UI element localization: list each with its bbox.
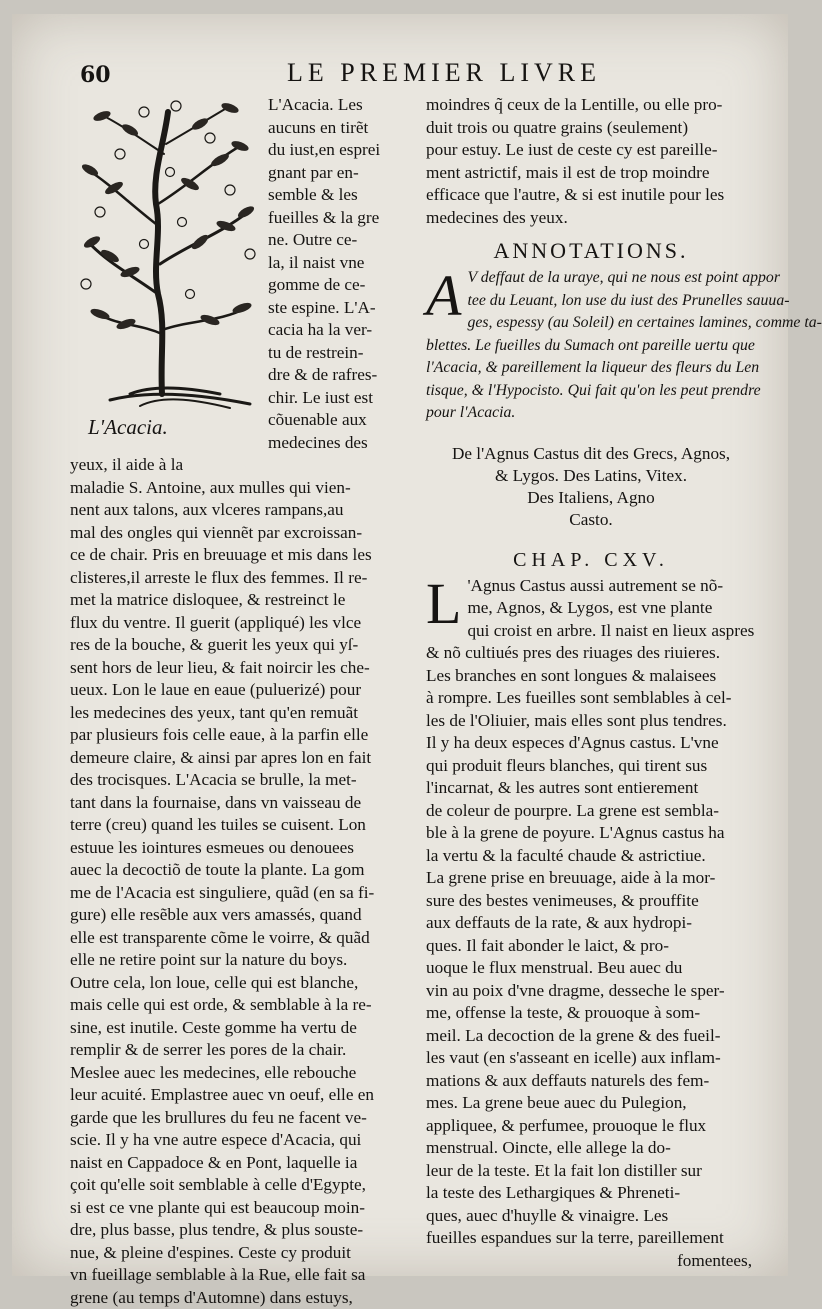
annotations-heading: ANNOTATIONS. xyxy=(426,235,756,267)
text-line: la teste des Lethargiques & Phreneti- xyxy=(426,1182,756,1205)
text-line: medecines des xyxy=(70,432,412,455)
text-line: Meslee auec les medecines, elle rebouche xyxy=(70,1062,412,1085)
text-line: fueilles espandues sur la terre, pareillement xyxy=(426,1227,756,1250)
text-line: gnant par en- xyxy=(70,162,412,185)
chapter-heading: CHAP. CXV. xyxy=(426,545,756,575)
text-line: chir. Le iust est xyxy=(70,387,412,410)
text-line: clisteres,il arreste le flux des femmes. Il re- xyxy=(70,567,412,590)
text-line: flux du ventre. Il guerit (appliqué) les vlce xyxy=(70,612,412,635)
left-column xyxy=(70,94,412,1309)
text-line: semble & les xyxy=(70,184,412,207)
body-text xyxy=(70,477,412,1309)
text-line: à rompre. Les fueilles sont semblables à cel- xyxy=(426,687,756,710)
text-line: blettes. Le fueilles du Sumach ont pareille uertu que xyxy=(426,335,756,358)
text-line: tisque, & l'Hypocisto. Qui fait qu'on les peut prendre xyxy=(426,380,756,403)
text-line: l'incarnat, & les autres sont entierement xyxy=(426,777,756,800)
text-line: du iust,en esprei xyxy=(70,139,412,162)
text-line: sent hors de leur lieu, & fait noircir les che- xyxy=(70,657,412,680)
text-line: nue, & pleine d'espines. Ceste cy produit xyxy=(70,1242,412,1265)
drop-cap: A xyxy=(426,271,461,317)
annotations-text xyxy=(426,267,756,425)
text-line: mais celle qui est orde, & semblable à la re- xyxy=(70,994,412,1017)
text-line: demeure claire, & ainsi par apres lon en fait xyxy=(70,747,412,770)
text-line: res de la bouche, & guerit les yeux qui yſ- xyxy=(70,634,412,657)
text-line: tu de restrein- xyxy=(70,342,412,365)
text-line: cõuenable aux xyxy=(70,409,412,432)
text-line: tee du Leuant, lon use du iust des Prunelles sauua- xyxy=(426,290,756,313)
text-line: ques. Il fait abonder le laict, & pro- xyxy=(426,935,756,958)
text-line: la vertu & la faculté chaude & astrictiue. xyxy=(426,845,756,868)
text-line: uoque le flux menstrual. Beu auec du xyxy=(426,957,756,980)
text-line: vin au poix d'vne dragme, desseche le sper- xyxy=(426,980,756,1003)
text-line: yeux, il aide à la xyxy=(70,454,412,477)
text-line: les vaut (en s'asseant en icelle) aux inflam- xyxy=(426,1047,756,1070)
text-line: mes. La grene beue auec du Pulegion, xyxy=(426,1092,756,1115)
text-line: met la matrice disloquee, & restreinct le xyxy=(70,589,412,612)
text-line: meil. La decoction de la grene & des fueil- xyxy=(426,1025,756,1048)
text-line: me de l'Acacia est singuliere, quãd (en sa fi- xyxy=(70,882,412,905)
text-line: tant dans la fournaise, dans vn vaisseau de xyxy=(70,792,412,815)
text-line: des trocisques. L'Acacia se brulle, la met- xyxy=(70,769,412,792)
text-line: l'Acacia, & pareillement la liqueur des fleurs du Len xyxy=(426,357,756,380)
text-line: dre & de rafres- xyxy=(70,364,412,387)
title-line: Casto. xyxy=(426,509,756,531)
text-line: L'Acacia. Les xyxy=(70,94,412,117)
text-line: ment astrictif, mais il est de trop moindre xyxy=(426,162,756,185)
text-line: & nõ cultiués pres des riuages des riuieres. xyxy=(426,642,756,665)
text-line: ste espine. L'A- xyxy=(70,297,412,320)
text-line: auec la decoctiõ de toute la plante. La gom xyxy=(70,859,412,882)
text-line: garde que les brullures du feu ne facent ve- xyxy=(70,1107,412,1130)
text-line: me, Agnos, & Lygos, est vne plante xyxy=(426,597,756,620)
text-line: V deffaut de la uraye, qui ne nous est point appor xyxy=(426,267,756,290)
page-header xyxy=(74,58,714,92)
text-line: aux deffauts de la rate, & aux hydropi- xyxy=(426,912,756,935)
page-number: 60 xyxy=(80,62,111,88)
title-line: De l'Agnus Castus dit des Grecs, Agnos, xyxy=(426,443,756,465)
text-line: aucuns en tirẽt xyxy=(70,117,412,140)
text-line: moindres q̃ ceux de la Lentille, ou elle pro- xyxy=(426,94,756,117)
text-line: La grene prise en breuuage, aide à la mor- xyxy=(426,867,756,890)
chapter-text xyxy=(426,575,756,1273)
text-line: mal des ongles qui viennẽt par excroissan- xyxy=(70,522,412,545)
text-line: pour estuy. Le iust de ceste cy est pareille- xyxy=(426,139,756,162)
text-line: fueilles & la gre xyxy=(70,207,412,230)
text-line: elle est transparente cõme le voirre, & quãd xyxy=(70,927,412,950)
acacia-tree-woodcut-icon xyxy=(70,94,262,414)
text-line: gomme de ce- xyxy=(70,274,412,297)
text-line: cacia ha la ver- xyxy=(70,319,412,342)
continued-text xyxy=(426,94,756,229)
text-line: ges, espessy (au Soleil) en certaines lamines, comme ta- xyxy=(426,312,756,335)
text-line: par plusieurs fois celle eaue, à la parfin elle xyxy=(70,724,412,747)
text-line: scie. Il y ha vne autre espece d'Acacia, qui xyxy=(70,1129,412,1152)
text-line: la, il naist vne xyxy=(70,252,412,275)
running-head: LE PREMIER LIVRE xyxy=(204,58,684,88)
book-page xyxy=(12,14,788,1276)
text-line: ueux. Lon le laue en eaue (puluerizé) pour xyxy=(70,679,412,702)
text-line: si est ce vne plante qui est beaucoup moin- xyxy=(70,1197,412,1220)
text-line: gure) elle resẽble aux vers amassés, quand xyxy=(70,904,412,927)
text-line: grene (au temps d'Automne) dans estuys, xyxy=(70,1287,412,1309)
catchword: fomentees, xyxy=(426,1250,756,1273)
text-line: 'Agnus Castus aussi autrement se nõ- xyxy=(426,575,756,598)
text-line: Outre cela, lon loue, celle qui est blanche, xyxy=(70,972,412,995)
text-line: naist en Cappadoce & en Pont, laquelle ia xyxy=(70,1152,412,1175)
text-line: qui produit fleurs blanches, qui tirent sus xyxy=(426,755,756,778)
text-line: qui croist en arbre. Il naist en lieux aspres xyxy=(426,620,756,643)
text-line: leur acuité. Emplastree auec vn oeuf, elle en xyxy=(70,1084,412,1107)
text-line: menstrual. Oincte, elle allege la do- xyxy=(426,1137,756,1160)
text-line: mations & aux deffauts naturels des fem- xyxy=(426,1070,756,1093)
text-line: de coleur de pourpre. La grene est sembla- xyxy=(426,800,756,823)
text-line: terre (creu) quand les tuiles se cuisent. Lon xyxy=(70,814,412,837)
text-line: duit trois ou quatre grains (seulement) xyxy=(426,117,756,140)
text-line: efficace que l'autre, & si est inutile pour les xyxy=(426,184,756,207)
title-line: & Lygos. Des Latins, Vitex. xyxy=(426,465,756,487)
text-line: appliquee, & perfumee, prouoque le flux xyxy=(426,1115,756,1138)
text-line: les medecines des yeux, tant qu'en remuãt xyxy=(70,702,412,725)
right-column xyxy=(426,94,756,1272)
text-line: me, offense la teste, & prouoque à som- xyxy=(426,1002,756,1025)
text-line: dre, plus basse, plus tendre, & plus souste- xyxy=(70,1219,412,1242)
text-line: medecines des yeux. xyxy=(426,207,756,230)
text-line: elle ne retire point sur la nature du boys. xyxy=(70,949,412,972)
text-line: ques, auec d'huylle & vinaigre. Les xyxy=(426,1205,756,1228)
text-line: pour l'Acacia. xyxy=(426,402,756,425)
text-line: ble à la grene de poyure. L'Agnus castus ha xyxy=(426,822,756,845)
text-line: sure des bestes venimeuses, & prouffite xyxy=(426,890,756,913)
text-line: les de l'Oliuier, mais elles sont plus tendres. xyxy=(426,710,756,733)
text-line: vn fueillage semblable à la Rue, elle fait sa xyxy=(70,1264,412,1287)
text-line: nent aux talons, aux vlceres rampans,au xyxy=(70,499,412,522)
text-line: Les branches en sont longues & malaisees xyxy=(426,665,756,688)
text-line: leur de la teste. Et la fait lon distiller sur xyxy=(426,1160,756,1183)
section-title xyxy=(426,443,756,531)
drop-cap: L xyxy=(426,579,461,625)
acacia-figure xyxy=(70,94,262,440)
text-line: ne. Outre ce- xyxy=(70,229,412,252)
text-line: çoit qu'elle soit semblable à celle d'Egypte, xyxy=(70,1174,412,1197)
text-line: sine, est inutile. Ceste gomme ha vertu de xyxy=(70,1017,412,1040)
text-line: maladie S. Antoine, aux mulles qui vien- xyxy=(70,477,412,500)
text-line: remplir & de serrer les pores de la chair. xyxy=(70,1039,412,1062)
title-line: Des Italiens, Agno xyxy=(426,487,756,509)
text-line: estuue les iointures esmeues ou denouees xyxy=(70,837,412,860)
figure-caption: L'Acacia. xyxy=(88,416,168,439)
text-line: ce de chair. Pris en breuuage et mis dans les xyxy=(70,544,412,567)
text-line: Il y ha deux especes d'Agnus castus. L'vne xyxy=(426,732,756,755)
